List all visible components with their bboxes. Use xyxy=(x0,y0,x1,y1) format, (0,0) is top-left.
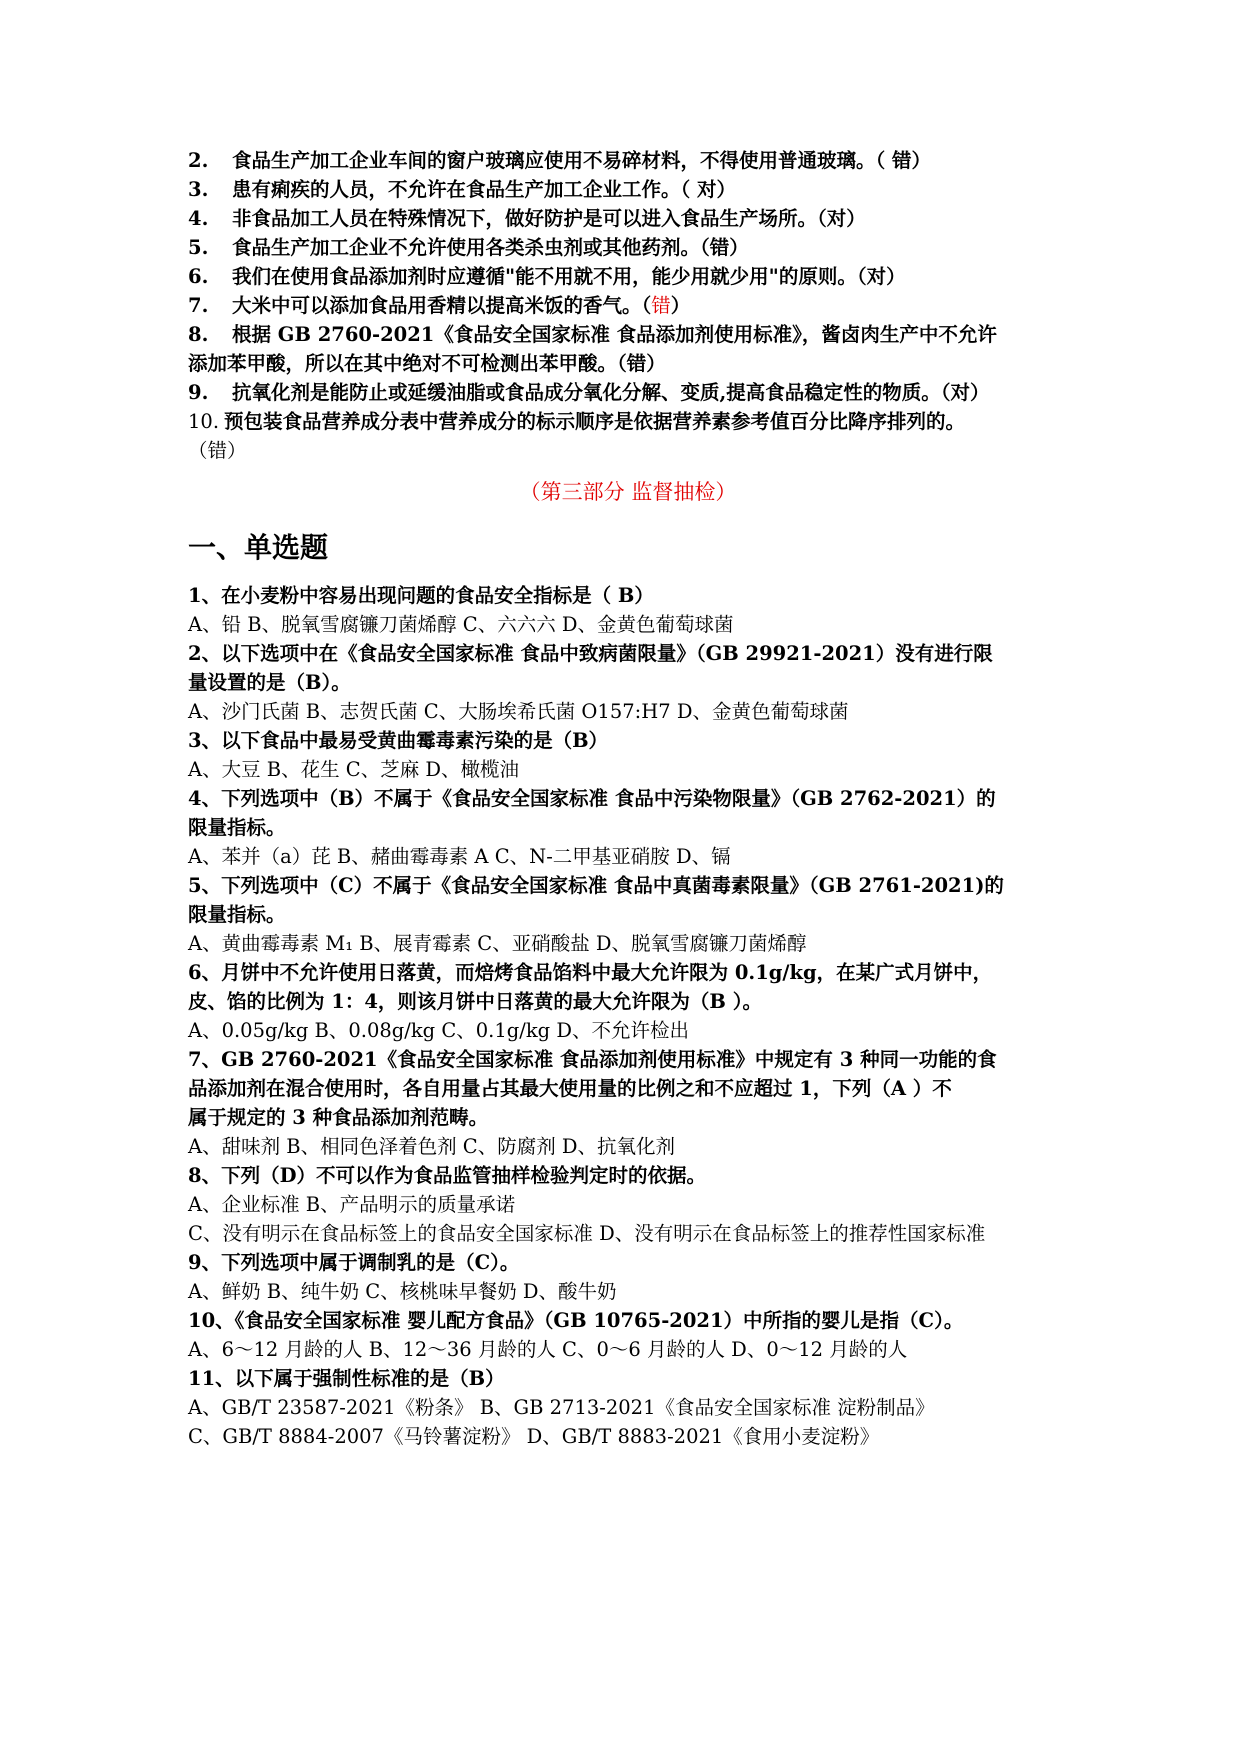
tf-item: 7. 大米中可以添加食品用香精以提高米饭的香气。（错） xyxy=(188,294,691,317)
options: A、苯并（a）芘 B、赭曲霉毒素 A C、N-二甲基亚硝胺 D、镉 xyxy=(188,845,731,868)
tf-item: 2. 食品生产加工企业车间的窗户玻璃应使用不易碎材料，不得使用普通玻璃。（ 错） xyxy=(188,149,932,172)
question-continuation: 品添加剂在混合使用时，各自用量占其最大使用量的比例之和不应超过 1，下列（A ）不 xyxy=(188,1077,952,1100)
options: A、沙门氏菌 B、志贺氏菌 C、大肠埃希氏菌 O157:H7 D、金黄色葡萄球菌 xyxy=(188,700,849,723)
section-title: （第三部分 监督抽检） xyxy=(519,480,737,504)
options: A、黄曲霉毒素 M₁ B、展青霉素 C、亚硝酸盐 D、脱氧雪腐镰刀菌烯醇 xyxy=(188,932,807,955)
question: 4、下列选项中（B）不属于《食品安全国家标准 食品中污染物限量》（GB 2762-2021）的 xyxy=(188,787,996,810)
answer-mark: 错 xyxy=(651,294,671,317)
tf-item: 5. 食品生产加工企业不允许使用各类杀虫剂或其他药剂。（错） xyxy=(188,236,749,259)
question: 11、以下属于强制性标准的是（B） xyxy=(188,1367,505,1390)
tf-item: 10. 预包装食品营养成分表中营养成分的标示顺序是依据营养素参考值百分比降序排列的。 xyxy=(188,410,966,433)
options: A、甜味剂 B、相同色泽着色剂 C、防腐剂 D、抗氧化剂 xyxy=(188,1135,676,1158)
question: 1、在小麦粉中容易出现问题的食品安全指标是（ B） xyxy=(188,584,654,607)
options: A、鲜奶 B、纯牛奶 C、核桃味早餐奶 D、酸牛奶 xyxy=(188,1280,617,1303)
question-continuation: 限量指标。 xyxy=(188,816,286,839)
options: A、GB/T 23587-2021《粉条》 B、GB 2713-2021《食品安全国家标准 淀粉制品》 xyxy=(188,1396,935,1419)
options: A、0.05g/kg B、0.08g/kg C、0.1g/kg D、不允许检出 xyxy=(188,1019,689,1042)
tf-item: 6. 我们在使用食品添加剂时应遵循"能不用就不用，能少用就少用"的原则。（对） xyxy=(188,265,906,288)
tf-item: 8. 根据 GB 2760-2021《食品安全国家标准 食品添加剂使用标准》，酱卤肉生产中不允许 xyxy=(188,323,997,346)
tf-item: 4. 非食品加工人员在特殊情况下，做好防护是可以进入食品生产场所。（对） xyxy=(188,207,866,230)
heading: 一、单选题 xyxy=(188,531,329,564)
question-continuation: 皮、馅的比例为 1：4，则该月饼中日落黄的最大允许限为（B ）。 xyxy=(188,990,762,1013)
tf-list xyxy=(188,146,1068,465)
options: A、企业标准 B、产品明示的质量承诺 xyxy=(188,1193,516,1216)
question: 6、月饼中不允许使用日落黄，而焙烤食品馅料中最大允许限为 0.1g/kg，在某广式月饼中， xyxy=(188,961,993,984)
document-page xyxy=(188,146,1068,1451)
question-continuation: 量设置的是（B）。 xyxy=(188,671,351,694)
options: A、6～12 月龄的人 B、12～36 月龄的人 C、0～6 月龄的人 D、0～12 月龄的人 xyxy=(188,1338,908,1361)
question: 8、下列（D）不可以作为食品监管抽样检验判定时的依据。 xyxy=(188,1164,706,1187)
tf-item: 3. 患有痢疾的人员，不允许在食品生产加工企业工作。（ 对） xyxy=(188,178,737,201)
question: 5、下列选项中（C）不属于《食品安全国家标准 食品中真菌毒素限量》（GB 2761-2021)的 xyxy=(188,874,1004,897)
question: 7、GB 2760-2021《食品安全国家标准 食品添加剂使用标准》中规定有 3 种同一功能的食 xyxy=(188,1048,997,1071)
tf-item-continuation: （错） xyxy=(188,439,247,462)
tf-item: 9. 抗氧化剂是能防止或延缓油脂或食品成分氧化分解、变质,提高食品稳定性的物质。（对） xyxy=(188,381,990,404)
question-continuation: 限量指标。 xyxy=(188,903,286,926)
question-continuation: 属于规定的 3 种食品添加剂范畴。 xyxy=(188,1106,489,1129)
question: 3、以下食品中最易受黄曲霉毒素污染的是（B） xyxy=(188,729,609,752)
options: C、没有明示在食品标签上的食品安全国家标准 D、没有明示在食品标签上的推荐性国家标准 xyxy=(188,1222,986,1245)
question: 2、以下选项中在《食品安全国家标准 食品中致病菌限量》（GB 29921-2021）没有进行限 xyxy=(188,642,993,665)
question: 9、下列选项中属于调制乳的是（C）。 xyxy=(188,1251,520,1274)
mc-list xyxy=(188,581,1068,1451)
options: A、大豆 B、花生 C、芝麻 D、橄榄油 xyxy=(188,758,520,781)
options: A、铅 B、脱氧雪腐镰刀菌烯醇 C、六六六 D、金黄色葡萄球菌 xyxy=(188,613,734,636)
tf-item-continuation: 添加苯甲酸，所以在其中绝对不可检测出苯甲酸。（错） xyxy=(188,352,666,375)
question: 10、《食品安全国家标准 婴儿配方食品》（GB 10765-2021）中所指的婴儿是指（C）。 xyxy=(188,1309,964,1332)
options: C、GB/T 8884-2007《马铃薯淀粉》 D、GB/T 8883-2021《食用小麦淀粉》 xyxy=(188,1425,880,1448)
